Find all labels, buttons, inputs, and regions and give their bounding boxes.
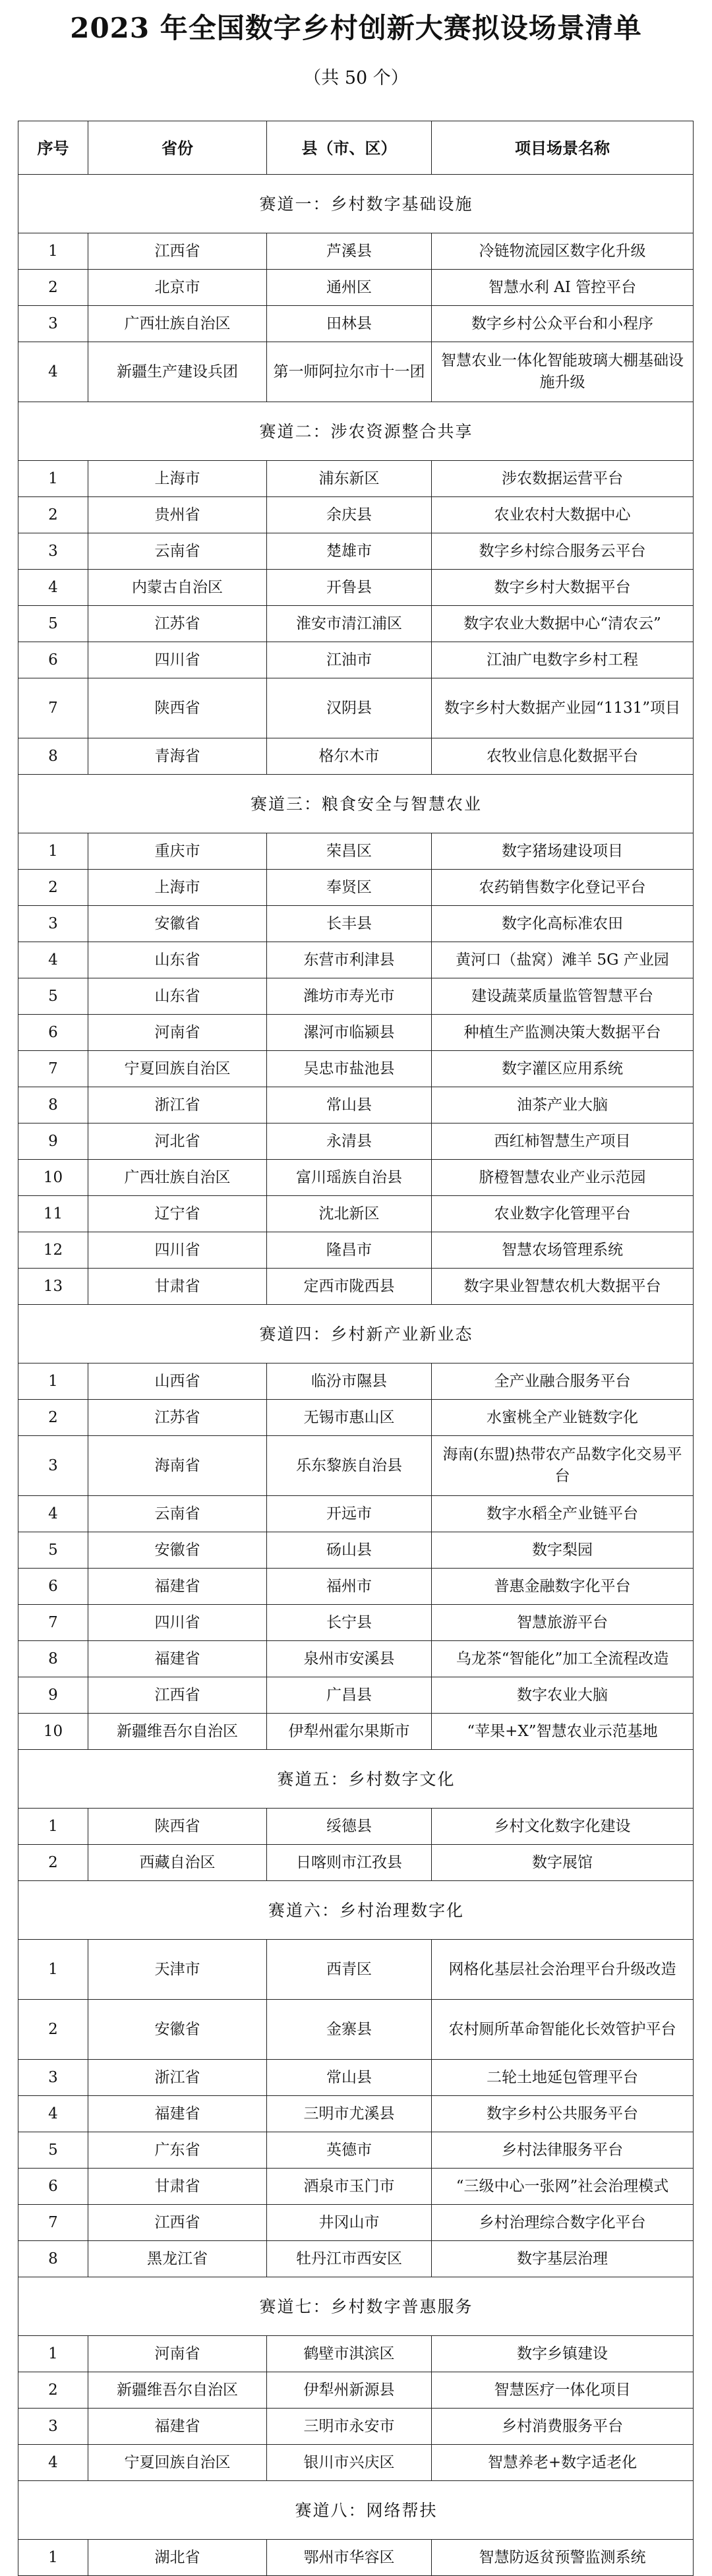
cell-serial: 11 [18,1196,88,1232]
cell-serial: 7 [18,2205,88,2241]
table-row [18,738,694,775]
table-row [18,533,694,570]
cell-project-name: 数字灌区应用系统 [432,1051,694,1087]
table-row [18,233,694,270]
cell-province: 广西壮族自治区 [88,306,267,342]
header-serial: 序号 [18,121,88,175]
cell-project-name: 数字农业大脑 [432,1677,694,1714]
table-row [18,2445,694,2481]
cell-province: 黑龙江省 [88,2241,267,2277]
cell-province: 山东省 [88,978,267,1015]
cell-county: 绥德县 [267,1809,432,1845]
table-row [18,1123,694,1160]
table-row [18,1015,694,1051]
cell-county: 伊犁州霍尔果斯市 [267,1714,432,1750]
cell-serial: 8 [18,1087,88,1123]
cell-province: 江西省 [88,2205,267,2241]
table-row [18,1496,694,1532]
cell-province: 甘肃省 [88,2169,267,2205]
cell-province: 山西省 [88,1363,267,1400]
cell-project-name: 乡村文化数字化建设 [432,1809,694,1845]
table-row [18,1809,694,1845]
table-row [18,1400,694,1436]
table-row [18,833,694,870]
cell-serial: 1 [18,461,88,497]
cell-province: 四川省 [88,1232,267,1269]
cell-serial: 1 [18,2540,88,2576]
cell-serial: 2 [18,870,88,906]
cell-serial: 8 [18,738,88,775]
cell-project-name: 数字乡镇建设 [432,2336,694,2372]
table-body [18,175,694,2576]
cell-serial: 6 [18,1015,88,1051]
cell-county: 淮安市清江浦区 [267,606,432,642]
cell-province: 云南省 [88,1496,267,1532]
cell-serial: 6 [18,1569,88,1605]
cell-serial: 3 [18,906,88,942]
cell-project-name: 全产业融合服务平台 [432,1363,694,1400]
section-title: 赛道五：乡村数字文化 [18,1750,694,1809]
table-row [18,1160,694,1196]
cell-province: 内蒙古自治区 [88,570,267,606]
section-title: 赛道六：乡村治理数字化 [18,1881,694,1940]
table-row [18,1569,694,1605]
scene-list-table [18,121,694,2576]
table-row [18,1641,694,1677]
cell-project-name: 数字乡村公共服务平台 [432,2096,694,2132]
table-row [18,2169,694,2205]
cell-province: 宁夏回族自治区 [88,2445,267,2481]
table-row [18,270,694,306]
table-row [18,1436,694,1496]
table-row [18,1940,694,2000]
table-row [18,1714,694,1750]
cell-province: 广西壮族自治区 [88,1160,267,1196]
cell-serial: 9 [18,1677,88,1714]
cell-county: 潍坊市寿光市 [267,978,432,1015]
section-row [18,402,694,461]
cell-county: 定西市陇西县 [267,1269,432,1305]
cell-county: 井冈山市 [267,2205,432,2241]
cell-serial: 13 [18,1269,88,1305]
cell-province: 江苏省 [88,1400,267,1436]
table-row [18,1051,694,1087]
cell-province: 云南省 [88,533,267,570]
section-title: 赛道二：涉农资源整合共享 [18,402,694,461]
cell-county: 漯河市临颍县 [267,1015,432,1051]
table-row [18,1269,694,1305]
section-title: 赛道一：乡村数字基础设施 [18,175,694,233]
table-row [18,1532,694,1569]
section-title: 赛道八：网络帮扶 [18,2481,694,2540]
table-row [18,1196,694,1232]
cell-province: 福建省 [88,1641,267,1677]
cell-province: 北京市 [88,270,267,306]
cell-province: 西藏自治区 [88,1845,267,1881]
cell-county: 永清县 [267,1123,432,1160]
cell-county: 开远市 [267,1496,432,1532]
cell-serial: 10 [18,1714,88,1750]
cell-serial: 6 [18,2169,88,2205]
section-title: 赛道三：粮食安全与智慧农业 [18,775,694,833]
table-row [18,2409,694,2445]
cell-county: 隆昌市 [267,1232,432,1269]
cell-serial: 2 [18,497,88,533]
cell-county: 富川瑶族自治县 [267,1160,432,1196]
table-row [18,606,694,642]
cell-province: 天津市 [88,1940,267,2000]
cell-project-name: 智慧养老+数字适老化 [432,2445,694,2481]
table-row [18,1363,694,1400]
cell-serial: 6 [18,642,88,678]
cell-county: 常山县 [267,1087,432,1123]
cell-province: 青海省 [88,738,267,775]
table-row [18,2336,694,2372]
cell-county: 砀山县 [267,1532,432,1569]
cell-project-name: 数字基层治理 [432,2241,694,2277]
cell-province: 上海市 [88,870,267,906]
cell-project-name: 网格化基层社会治理平台升级改造 [432,1940,694,2000]
cell-county: 三明市尤溪县 [267,2096,432,2132]
table-row [18,1232,694,1269]
cell-project-name: 数字乡村大数据平台 [432,570,694,606]
cell-project-name: 农村厕所革命智能化长效管护平台 [432,2000,694,2060]
cell-serial: 8 [18,2241,88,2277]
cell-county: 开鲁县 [267,570,432,606]
cell-county: 东营市利津县 [267,942,432,978]
cell-project-name: 农业农村大数据中心 [432,497,694,533]
cell-project-name: 黄河口（盐窝）滩羊 5G 产业园 [432,942,694,978]
cell-province: 新疆维吾尔自治区 [88,2372,267,2409]
cell-province: 安徽省 [88,906,267,942]
cell-project-name: 冷链物流园区数字化升级 [432,233,694,270]
cell-serial: 1 [18,1809,88,1845]
section-title: 赛道四：乡村新产业新业态 [18,1305,694,1363]
cell-project-name: 二轮土地延包管理平台 [432,2060,694,2096]
table-row [18,570,694,606]
cell-serial: 3 [18,2409,88,2445]
cell-county: 格尔木市 [267,738,432,775]
cell-serial: 5 [18,1532,88,1569]
cell-serial: 4 [18,342,88,402]
cell-province: 海南省 [88,1436,267,1496]
cell-county: 汉阴县 [267,678,432,738]
cell-province: 辽宁省 [88,1196,267,1232]
cell-province: 宁夏回族自治区 [88,1051,267,1087]
cell-county: 吴忠市盐池县 [267,1051,432,1087]
cell-province: 福建省 [88,2409,267,2445]
cell-serial: 10 [18,1160,88,1196]
cell-county: 江油市 [267,642,432,678]
cell-serial: 1 [18,233,88,270]
cell-province: 安徽省 [88,1532,267,1569]
cell-project-name: 油茶产业大脑 [432,1087,694,1123]
cell-province: 浙江省 [88,2060,267,2096]
table-row [18,2205,694,2241]
cell-project-name: 数字农业大数据中心“清农云” [432,606,694,642]
cell-province: 广东省 [88,2132,267,2169]
table-row [18,978,694,1015]
table-row [18,906,694,942]
table-row [18,2132,694,2169]
cell-serial: 3 [18,2060,88,2096]
cell-serial: 7 [18,1051,88,1087]
cell-serial: 2 [18,1845,88,1881]
table-row [18,1605,694,1641]
cell-project-name: 智慧农业一体化智能玻璃大棚基础设施升级 [432,342,694,402]
table-row [18,870,694,906]
cell-serial: 3 [18,1436,88,1496]
cell-serial: 1 [18,1363,88,1400]
cell-county: 沈北新区 [267,1196,432,1232]
cell-serial: 5 [18,2132,88,2169]
cell-province: 贵州省 [88,497,267,533]
cell-province: 福建省 [88,2096,267,2132]
cell-county: 鹤壁市淇滨区 [267,2336,432,2372]
table-row [18,1845,694,1881]
cell-county: 浦东新区 [267,461,432,497]
section-row [18,1881,694,1940]
cell-county: 金寨县 [267,2000,432,2060]
cell-province: 四川省 [88,642,267,678]
cell-county: 三明市永安市 [267,2409,432,2445]
cell-county: 荣昌区 [267,833,432,870]
cell-county: 泉州市安溪县 [267,1641,432,1677]
cell-project-name: 智慧防返贫预警监测系统 [432,2540,694,2576]
table-row [18,2096,694,2132]
table-row [18,342,694,402]
document-subtitle: （共 50 个） [303,68,409,88]
cell-county: 楚雄市 [267,533,432,570]
cell-project-name: 农药销售数字化登记平台 [432,870,694,906]
cell-project-name: 普惠金融数字化平台 [432,1569,694,1605]
cell-county: 乐东黎族自治县 [267,1436,432,1496]
cell-county: 酒泉市玉门市 [267,2169,432,2205]
table-row [18,2241,694,2277]
cell-project-name: 数字梨园 [432,1532,694,1569]
table-row [18,2000,694,2060]
cell-serial: 8 [18,1641,88,1677]
cell-project-name: 数字乡村公众平台和小程序 [432,306,694,342]
cell-project-name: 数字乡村大数据产业园“1131”项目 [432,678,694,738]
cell-project-name: 江油广电数字乡村工程 [432,642,694,678]
table-row [18,306,694,342]
section-title: 赛道七：乡村数字普惠服务 [18,2277,694,2336]
table-row [18,2060,694,2096]
cell-province: 福建省 [88,1569,267,1605]
cell-serial: 1 [18,1940,88,2000]
cell-county: 牡丹江市西安区 [267,2241,432,2277]
cell-province: 河南省 [88,1015,267,1051]
section-row [18,2277,694,2336]
cell-county: 田林县 [267,306,432,342]
section-row [18,1305,694,1363]
cell-project-name: 海南(东盟)热带农产品数字化交易平台 [432,1436,694,1496]
cell-province: 江苏省 [88,606,267,642]
cell-county: 临汾市隰县 [267,1363,432,1400]
cell-serial: 4 [18,1496,88,1532]
cell-project-name: 乡村消费服务平台 [432,2409,694,2445]
cell-county: 无锡市惠山区 [267,1400,432,1436]
cell-project-name: 西红柿智慧生产项目 [432,1123,694,1160]
section-row [18,2481,694,2540]
cell-project-name: 智慧旅游平台 [432,1605,694,1641]
cell-serial: 3 [18,306,88,342]
cell-province: 湖北省 [88,2540,267,2576]
cell-county: 鄂州市华容区 [267,2540,432,2576]
cell-project-name: 智慧农场管理系统 [432,1232,694,1269]
cell-serial: 7 [18,678,88,738]
cell-project-name: “苹果+X”智慧农业示范基地 [432,1714,694,1750]
cell-project-name: “三级中心一张网”社会治理模式 [432,2169,694,2205]
table-row [18,942,694,978]
cell-county: 日喀则市江孜县 [267,1845,432,1881]
cell-project-name: 数字展馆 [432,1845,694,1881]
cell-project-name: 乌龙茶“智能化”加工全流程改造 [432,1641,694,1677]
cell-project-name: 乡村法律服务平台 [432,2132,694,2169]
table-row [18,642,694,678]
table-row [18,678,694,738]
cell-serial: 4 [18,942,88,978]
cell-project-name: 建设蔬菜质量监管智慧平台 [432,978,694,1015]
cell-county: 伊犁州新源县 [267,2372,432,2409]
cell-serial: 5 [18,978,88,1015]
cell-province: 江西省 [88,233,267,270]
table-row [18,461,694,497]
cell-serial: 5 [18,606,88,642]
cell-province: 重庆市 [88,833,267,870]
table-row [18,2540,694,2576]
cell-county: 福州市 [267,1569,432,1605]
cell-county: 芦溪县 [267,233,432,270]
cell-province: 新疆生产建设兵团 [88,342,267,402]
cell-serial: 12 [18,1232,88,1269]
table-header-row [18,121,694,175]
cell-project-name: 脐橙智慧农业产业示范园 [432,1160,694,1196]
cell-province: 陕西省 [88,1809,267,1845]
cell-serial: 3 [18,533,88,570]
cell-project-name: 数字水稻全产业链平台 [432,1496,694,1532]
cell-project-name: 涉农数据运营平台 [432,461,694,497]
cell-project-name: 数字果业智慧农机大数据平台 [432,1269,694,1305]
header-province: 省份 [88,121,267,175]
table-row [18,2372,694,2409]
cell-project-name: 数字化高标准农田 [432,906,694,942]
cell-serial: 2 [18,1400,88,1436]
cell-serial: 2 [18,270,88,306]
cell-serial: 1 [18,833,88,870]
table-row [18,1087,694,1123]
document-title: 2023 年全国数字乡村创新大赛拟设场景清单 [70,12,642,44]
cell-province: 新疆维吾尔自治区 [88,1714,267,1750]
cell-serial: 1 [18,2336,88,2372]
cell-county: 西青区 [267,1940,432,2000]
cell-project-name: 农牧业信息化数据平台 [432,738,694,775]
cell-project-name: 智慧水利 AI 管控平台 [432,270,694,306]
cell-project-name: 数字乡村综合服务云平台 [432,533,694,570]
cell-province: 安徽省 [88,2000,267,2060]
cell-province: 河南省 [88,2336,267,2372]
cell-county: 余庆县 [267,497,432,533]
cell-province: 河北省 [88,1123,267,1160]
header-county: 县（市、区） [267,121,432,175]
cell-county: 银川市兴庆区 [267,2445,432,2481]
cell-county: 奉贤区 [267,870,432,906]
cell-serial: 9 [18,1123,88,1160]
cell-province: 上海市 [88,461,267,497]
cell-province: 山东省 [88,942,267,978]
cell-province: 四川省 [88,1605,267,1641]
cell-project-name: 种植生产监测决策大数据平台 [432,1015,694,1051]
section-row [18,775,694,833]
cell-serial: 7 [18,1605,88,1641]
cell-serial: 4 [18,570,88,606]
cell-project-name: 乡村治理综合数字化平台 [432,2205,694,2241]
cell-county: 第一师阿拉尔市十一团 [267,342,432,402]
table-row [18,1677,694,1714]
section-row [18,175,694,233]
cell-county: 长丰县 [267,906,432,942]
cell-serial: 2 [18,2000,88,2060]
header-project-name: 项目场景名称 [432,121,694,175]
cell-county: 长宁县 [267,1605,432,1641]
cell-province: 江西省 [88,1677,267,1714]
cell-province: 浙江省 [88,1087,267,1123]
cell-project-name: 智慧医疗一体化项目 [432,2372,694,2409]
cell-serial: 4 [18,2096,88,2132]
cell-county: 广昌县 [267,1677,432,1714]
cell-project-name: 农业数字化管理平台 [432,1196,694,1232]
table-row [18,497,694,533]
cell-province: 陕西省 [88,678,267,738]
cell-project-name: 数字猪场建设项目 [432,833,694,870]
cell-county: 通州区 [267,270,432,306]
cell-serial: 2 [18,2372,88,2409]
cell-county: 常山县 [267,2060,432,2096]
cell-project-name: 水蜜桃全产业链数字化 [432,1400,694,1436]
cell-province: 甘肃省 [88,1269,267,1305]
cell-serial: 4 [18,2445,88,2481]
cell-county: 英德市 [267,2132,432,2169]
section-row [18,1750,694,1809]
